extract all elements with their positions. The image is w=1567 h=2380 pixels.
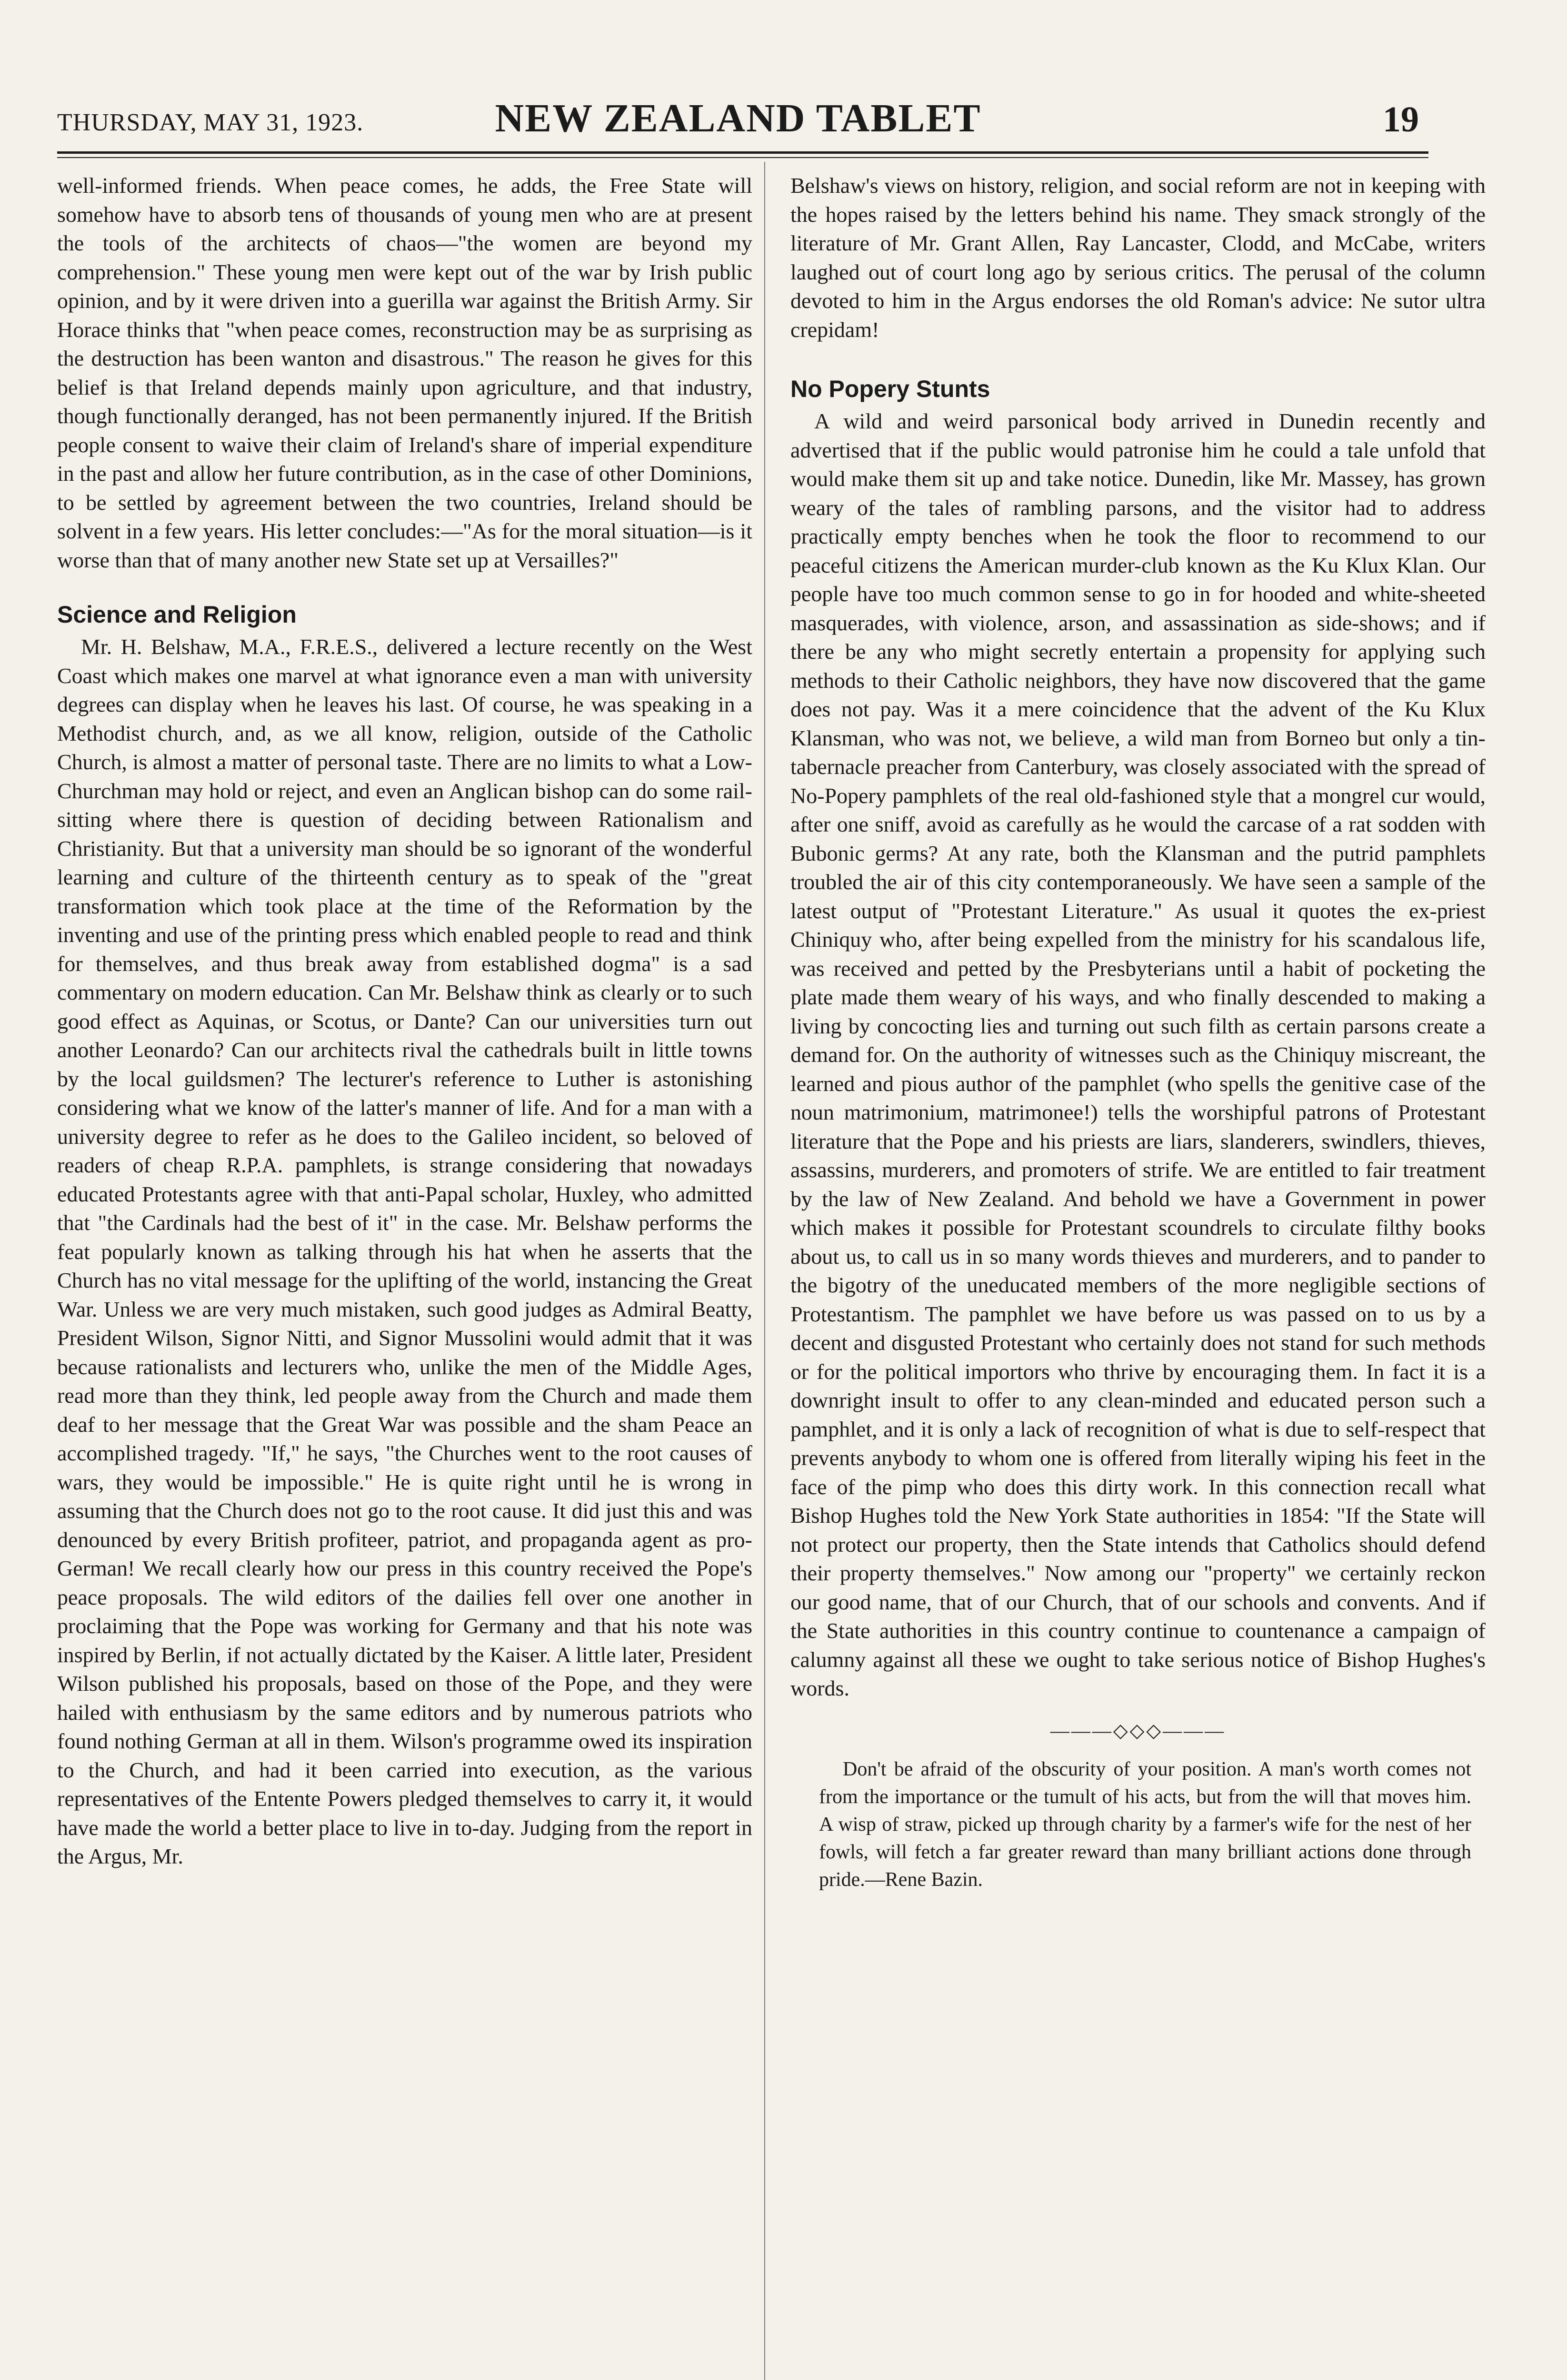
issue-date: THURSDAY, MAY 31, 1923. — [57, 109, 364, 136]
article-paragraph: well-informed friends. When peace comes, he adds, the Free State will somehow have to absorb tens of thousands of young men who are at present the tools of the architects of chaos—"the women are beyond my comprehension." These young men were kept out of the war by Irish public opinion, and by it were driven into a guerilla war against the British Army. Sir Horace thinks that "when peace comes, reconstruction may be as surprising as the destruction has been wanton and disastrous." The reason he gives for this belief is that Ireland depends mainly upon agriculture, and that industry, though functionally deranged, has not been permanently injured. If the British people consent to waive their claim of Ireland's share of imperial expenditure in the past and allow her future contribution, as in the case of other Dominions, to be settled by agreement between the two countries, Ireland should be solvent in a few years. His letter concludes:—"As for the moral situation—is it worse than that of many another new State set up at Versailles?" — [57, 173, 752, 572]
article-paragraph: Belshaw's views on history, religion, and social reform are not in keeping with the hopes raised by the letters behind his name. They smack strongly of the literature of Mr. Grant Allen, Ray Lancaster, Clodd, and McCabe, writers laughed out of court long ago by serious critics. The perusal of the column devoted to him in the Argus endorses the old Roman's advice: Ne sutor ultra crepidam! — [790, 173, 1486, 342]
section-ornament: ———◇◇◇——— — [1050, 1719, 1226, 1741]
section-heading-no-popery-stunts: No Popery Stunts — [790, 376, 990, 402]
header-rule-thin — [57, 157, 1428, 158]
quotation-block — [790, 1755, 1486, 1894]
article-paragraph: Mr. H. Belshaw, M.A., F.R.E.S., delivered a lecture recently on the West Coast which makes one marvel at what ignorance even a man with university degrees can display when he leaves his last. Of course, he was speaking in a Methodist church, and, as we all know, religion, outside of the Catholic Church, is almost a matter of personal taste. There are no limits to what a Low-Churchman may hold or reject, and even an Anglican bishop can do some rail-sitting where there is question of deciding between Rationalism and Christianity. But that a university man should be so ignorant of the wonderful learning and culture of the thirteenth century as to speak of the "great transformation which took place at the time of the Reformation by the inventing and use of the printing press which enabled people to read and think for themselves, and thus break away from established dogma" is a sad commentary on modern education. Can Mr. Belshaw think as clearly or to such good effect as Aquinas, or Scotus, or Dante? Can our universities turn out another Leonardo? Can our architects rival the cathedrals built in little towns by the local guildsmen? The lecturer's reference to Luther is astonishing considering what we know of the latter's manner of life. And for a man with a university degree to refer as he does to the Galileo incident, so beloved of readers of cheap R.P.A. pamphlets, is strange considering that nowadays educated Protestants agree with that anti-Papal scholar, Huxley, who admitted that "the Cardinals had the best of it" in the case. Mr. Belshaw performs the feat popularly known as talking through his hat when he asserts that the Church has no vital message for the uplifting of the world, instancing the Great War. Unless we are very much mistaken, such good judges as Admiral Beatty, President Wilson, Signor Nitti, and Signor Mussolini would admit that it was because rationalists and lecturers who, unlike the men of the Middle Ages, read more than they think, led people away from the Church and made them deaf to her message that the Great War was possible and the sham Peace an accomplished tragedy. "If," he says, "the Churches went to the root causes of wars, they would be impossible." He is quite right until he is wrong in assuming that the Church does not go to the root cause. It did just this and was denounced by every British profiteer, patriot, and propaganda agent as pro-German! We recall clearly how our press in this country received the Pope's peace proposals. The wild editors of the dailies fell over one another in proclaiming that the Pope was working for Germany and that his note was inspired by Berlin, if not actually dictated by the Kaiser. A little later, President Wilson published his proposals, based on those of the Pope, and they were hailed with enthusiasm by the same editors and by numerous patriots who found nothing German at all in them. Wilson's programme owed its inspiration to the Church, and had it been carried into execution, as the various representatives of the Entente Powers pledged themselves to carry it, it would have made the world a better place to live in to-day. Judging from the report in the Argus, Mr. — [57, 635, 752, 1868]
quotation-text: Don't be afraid of the obscurity of your position. A man's worth comes not from the importance or the tumult of his acts, but from the will that moves him. A wisp of straw, picked up through charity by a farmer's wife for the nest of her fowls, will fetch a far greater reward than many brilliant actions done through pride.—Rene Bazin. — [819, 1758, 1471, 1891]
masthead — [57, 95, 1419, 148]
page-number: 19 — [1383, 99, 1419, 139]
article-paragraph: A wild and weird parsonical body arrived in Dunedin recently and advertised that if the public would patronise him he could a tale unfold that would make them sit up and take notice. Dunedin, like Mr. Massey, has grown weary of the tales of rambling parsons, and the visitor had to address practically empty benches when he took the floor to recommend to our peaceful citizens the American murder-club known as the Ku Klux Klan. Our people have too much common sense to go in for hooded and white-sheeted masquerades, with violence, arson, and assassination as side-shows; and if there be any who might secretly entertain a propensity for applying such methods to their Catholic neighbors, they have now discovered that the game does not pay. Was it a mere coincidence that the advent of the Ku Klux Klansman, who was not, we believe, a wild man from Borneo but only a tin-tabernacle preacher from Canterbury, was closely associated with the spread of No-Popery pamphlets of the real old-fashioned style that a mongrel cur would, after one sniff, avoid as carefully as he would the carcase of a rat sodden with Bubonic germs? At any rate, both the Klansman and the putrid pamphlets troubled the air of this city contemporaneously. We have seen a sample of the latest output of "Protestant Literature." As usual it quotes the ex-priest Chiniquy who, after being expelled from the ministry for his scandalous life, was received and petted by the Presbyterians until a habit of pocketing the plate made them weary of his ways, and who finally descended to making a living by concocting lies and turning out such filth as certain parsons create a demand for. On the authority of witnesses such as the Chiniquy miscreant, the learned and pious author of the pamphlet (who spells the genitive case of the noun matrimonium, matrimonee!) tells the worshipful patrons of Protestant literature that the Pope and his priests are liars, slanderers, swindlers, thieves, assassins, murderers, and promoters of strife. We are entitled to fair treatment by the law of New Zealand. And behold we have a Government in power which makes it possible for Protestant scoundrels to circulate filthy books about us, to call us in so many words thieves and murderers, and to pander to the bigotry of the uneducated members of the more negligible sections of Protestantism. The pamphlet we have before us was passed on to us by a decent and disgusted Protestant who certainly does not stand for such methods or for the political importors who thrive by encouraging them. In fact it is a downright insult to offer to any clean-minded and educated person such a pamphlet, and it is only a lack of recognition of what is due to self-respect that prevents anybody to whom one is offered from literally wiping his feet in the face of the pimp who does this dirty work. In this connection recall what Bishop Hughes told the New York State authorities in 1854: "If the State will not protect our property, then the State intends that Catholics should defend their property themselves." Now among our "property" we certainly reckon our good name, that of our Church, that of our schools and convents. And if the State authorities in this country continue to countenance a campaign of calumny against all these we ought to take serious notice of Bishop Hughes's words. — [790, 409, 1486, 1700]
column-divider — [764, 162, 765, 2380]
publication-title: NEW ZEALAND TABLET — [495, 96, 981, 140]
section-heading-science-and-religion: Science and Religion — [57, 601, 297, 628]
header-rule — [57, 151, 1428, 154]
right-column — [790, 171, 1486, 1894]
left-column — [57, 171, 752, 1871]
